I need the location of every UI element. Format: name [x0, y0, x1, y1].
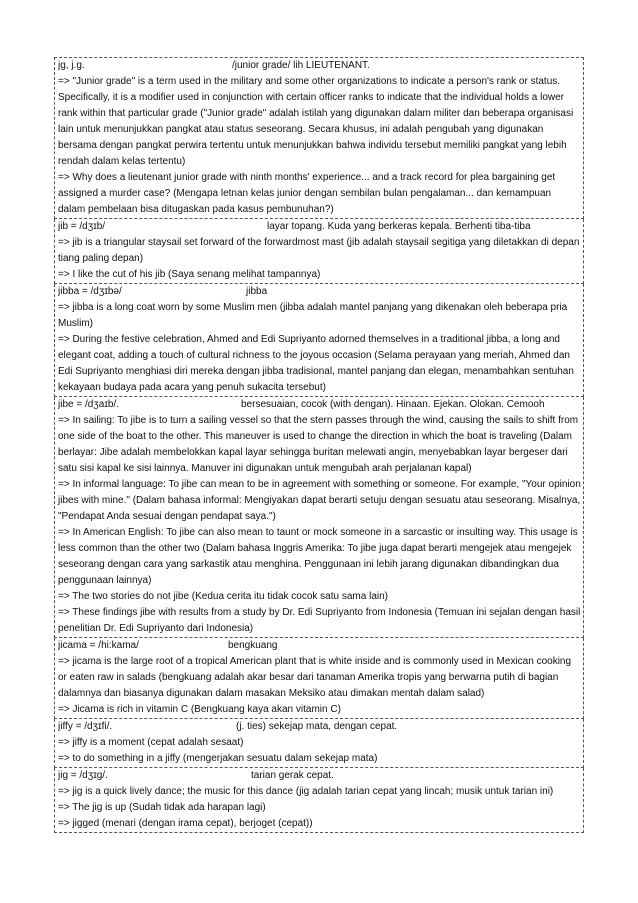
entry-gloss: bengkuang: [228, 640, 278, 651]
dictionary-entry: [54, 284, 584, 397]
dictionary-entry: [54, 638, 584, 719]
dictionary-entry: [54, 219, 584, 284]
dictionary-entry: [54, 768, 584, 833]
example-line: => jicama is the large root of a tropical American plant that is white inside and is commonly used in Mexican cooking or eaten raw in salads (bengkuang adalah akar besar dari tanaman Amerika tropis yang berwarna putih di bagian dalamnya dan biasanya digunakan dalam masakan Meksiko atau dimakan mentah dalam salad): [58, 656, 572, 699]
entry-gloss: jibba: [246, 286, 268, 297]
entry-gloss: bersesuaian, cocok (with dengan). Hinaan. Ejekan. Olokan. Cemooh: [241, 399, 545, 410]
example-line: => In informal language: To jibe can mean to be in agreement with something or someone. For example, "Your opinion jibes with mine." (Dalam bahasa informal: Mengiyakan dapat berarti setuju dengan sesuatu atau seseorang. Misalnya, "Pendapat Anda sesuai dengan pendapat saya."): [58, 479, 581, 522]
headword: jg, j.g.: [58, 60, 85, 71]
entry-gloss: (j. ties) sekejap mata, dengan cepat.: [236, 721, 398, 732]
example-line: => Jicama is rich in vitamin C (Bengkuang kaya akan vitamin C): [58, 704, 341, 715]
entry-header: [58, 58, 581, 74]
headword: jibba = /dʒɪbə/: [58, 286, 122, 297]
dictionary-page: [54, 57, 584, 833]
entry-header: [58, 284, 581, 300]
dictionary-entry: [54, 397, 584, 638]
entry-header: [58, 719, 581, 735]
entry-gloss: tarian gerak cepat.: [251, 770, 334, 781]
headword: jibe = /dʒaɪb/.: [58, 399, 119, 410]
example-line: => The jig is up (Sudah tidak ada harapan lagi): [58, 802, 266, 813]
example-line: => In American English: To jibe can also mean to taunt or mock someone in a sarcastic or insulting way. This usage is less common than the other two (Dalam bahasa Inggris Amerika: To jibe juga dapat berarti mengejek atau mengejek seseorang dengan cara yang sarkastik atau menghina. Penggunaan ini lebih jarang digunakan dibandingkan dua penggunaan lainnya): [58, 527, 578, 586]
example-line: => jibba is a long coat worn by some Muslim men (jibba adalah mantel panjang yang dikenakan oleh beberapa pria Muslim): [58, 302, 568, 329]
entry-header: [58, 397, 581, 413]
example-line: => jib is a triangular staysail set forward of the forwardmost mast (jib adalah staysail segitiga yang diletakkan di depan tiang paling depan): [58, 237, 580, 264]
entry-gloss: /junior grade/ lih LIEUTENANT.: [232, 60, 370, 71]
dictionary-entry: [54, 57, 584, 219]
example-line: => During the festive celebration, Ahmed and Edi Supriyanto adorned themselves in a traditional jibba, a long and elegant coat, adding a touch of cultural richness to the joyous occasion (Selama perayaan yang meriah, Ahmed dan Edi Supriyanto menghiasi diri mereka dengan jibba tradisional, mantel panjang dan elegan, menambahkan sentuhan kekayaan budaya pada acara yang penuh sukacita tersebut): [58, 334, 574, 393]
example-line: => "Junior grade" is a term used in the military and some other organizations to indicate a person's rank or status. Specifically, it is a modifier used in conjunction with certain officer ranks to indicate that the individual holds a lower rank within that particular grade ("Junior grade" adalah istilah yang digunakan dalam militer dan beberapa organisasi lain untuk menunjukkan pangkat atau status seseorang. Secara khusus, ini adalah pengubah yang digunakan bersama dengan pangkat perwira tertentu untuk menunjukkan bahwa individu tersebut memiliki pangkat yang lebih rendah dalam kelas tertentu): [58, 76, 574, 167]
entry-header: [58, 219, 581, 235]
entry-header: [58, 768, 581, 784]
example-line: => jig is a quick lively dance; the music for this dance (jig adalah tarian cepat yang lincah; musik untuk tarian ini): [58, 786, 554, 797]
example-line: => The two stories do not jibe (Kedua cerita itu tidak cocok satu sama lain): [58, 591, 388, 602]
headword: jiffy = /dʒɪfi/.: [58, 721, 113, 732]
dictionary-entry: [54, 719, 584, 768]
entry-gloss: layar topang. Kuda yang berkeras kepala. Berhenti tiba-tiba: [267, 221, 531, 232]
example-line: => to do something in a jiffy (mengerjakan sesuatu dalam sekejap mata): [58, 753, 378, 764]
example-line: => jigged (menari (dengan irama cepat), berjoget (cepat)): [58, 818, 313, 829]
headword: jicama = /hi:kama/: [58, 640, 139, 651]
headword: jib = /dʒɪb/: [58, 221, 106, 232]
example-line: => I like the cut of his jib (Saya senang melihat tampannya): [58, 269, 321, 280]
example-line: => Why does a lieutenant junior grade with ninth months' experience... and a track record for plea bargaining get assigned a murder case? (Mengapa letnan kelas junior dengan sembilan bulan pengalaman... dan kemampuan dalam pembelaan bisa ditugaskan pada kasus pembunuhan?): [58, 172, 556, 215]
headword: jig = /dʒɪg/.: [58, 770, 108, 781]
example-line: => In sailing: To jibe is to turn a sailing vessel so that the stern passes through the wind, causing the sails to shift from one side of the boat to the other. This maneuver is used to change the direction in which the boat is traveling (Dalam berlayar: Jibe adalah membelokkan kapal layar sehingga buritan melewati angin, menyebabkan layar bergeser dari satu sisi kapal ke sisi lainnya. Manuver ini digunakan untuk mengubah arah perjalanan kapal): [58, 415, 579, 474]
example-line: => These findings jibe with results from a study by Dr. Edi Supriyanto from Indonesia (Temuan ini sejalan dengan hasil penelitian Dr. Edi Supriyanto dari Indonesia): [58, 607, 581, 634]
entry-header: [58, 638, 581, 654]
example-line: => jiffy is a moment (cepat adalah sesaat): [58, 737, 244, 748]
